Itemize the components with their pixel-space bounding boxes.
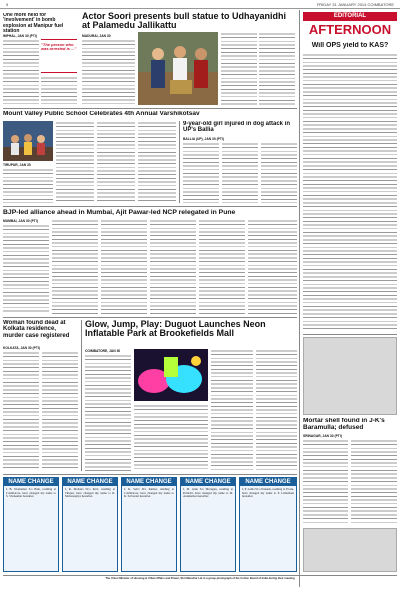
bjp-body-col4 (150, 219, 196, 314)
school-body-col1 (3, 168, 53, 203)
pull-quote (41, 39, 77, 73)
name-change-notice (239, 477, 297, 572)
girl-body-col1 (183, 142, 219, 203)
section-rule-5 (3, 474, 297, 475)
bjp-headline: BJP-led alliance ahead in Mumbai, Ajit Pawar-led NCP relegated in Pune (3, 209, 236, 216)
dateline: FRIDAY 31 JANUARY 2014 COIMBATORE (316, 2, 394, 7)
lead-body-col2 (221, 32, 257, 105)
lead-body-col3 (259, 32, 295, 105)
name-change-text: I, P. Latha W/o Prakash, residing at Erode, have changed my name to P. Lathamani hereafter. (242, 487, 294, 499)
glow-body-col1 (85, 354, 131, 471)
school-byline: TIRUPUR, JAN 30 (3, 163, 31, 167)
name-change-heading: NAME CHANGE (4, 478, 58, 486)
lead-photo (138, 32, 218, 105)
name-change-notice (3, 477, 59, 572)
bjp-byline: MUMBAI, JAN 30 (PTI) (3, 219, 38, 223)
girl-body-col3 (261, 142, 297, 203)
pull-quote-text: "The person who was arrested is ..." (41, 42, 77, 52)
section-rule-2 (3, 206, 297, 207)
column-divider-3 (81, 320, 82, 471)
woman-body-col2 (42, 351, 78, 471)
name-change-strip (3, 477, 297, 572)
girl-body-col2 (222, 142, 258, 203)
name-change-text: I, R. Mohana W/o Ravi, residing at Tirupur, have changed my name to R. Mohanapriya hereafter. (65, 487, 115, 499)
bjp-body-col3 (101, 219, 147, 314)
masthead-logo (303, 22, 397, 37)
bjp-body-col6 (248, 219, 297, 314)
school-headline: Mount Valley Public School Celebrates 4th Annual Varshikotsav (3, 111, 200, 117)
name-change-text: I, K. Selvi D/o Kumar, residing at Coimbatore, have changed my name to K. Selvarani hereafter. (124, 487, 174, 499)
glow-body-col2 (134, 404, 208, 471)
girl-byline: BALLIA (UP), JAN 30 (PTI) (183, 137, 224, 141)
girl-headline: 9-year-old girl injured in dog attack in UP's Ballia (183, 121, 291, 134)
editorial-body (303, 53, 397, 331)
glow-byline: COIMBATORE, JAN 30 (85, 349, 121, 353)
editorial-title: Will OPS yield to KAS? (311, 42, 389, 49)
footer-caption: The Union Minister of Housing & Urban Affairs and Power, Shri Manohar Lal in a group photograph of the Cotton Board of India during their meeting (105, 577, 295, 580)
name-change-heading: NAME CHANGE (181, 478, 235, 486)
school-body-col2 (56, 121, 94, 203)
name-change-heading: NAME CHANGE (240, 478, 296, 486)
brief-body-col2 (41, 76, 77, 105)
woman-byline: KOLKATA, JAN 30 (PTI) (3, 346, 40, 350)
editorial-tag-bar (303, 12, 397, 21)
mortar-byline: SRINAGAR, JAN 30 (PTI) (303, 434, 342, 438)
glow-photo (134, 349, 208, 401)
advertisement (303, 337, 397, 415)
masthead-prefix: AFTER (308, 22, 353, 37)
column-divider (299, 10, 300, 587)
lead-byline: MADURAI, JAN 30 (82, 34, 111, 38)
mortar-body-col2 (351, 439, 397, 525)
name-change-text: I, B. Sivakumar S/o Balu, residing at Coimbatore, have changed my name to S. Sivakumar hereafter. (6, 487, 56, 499)
advertisement-bottom (303, 528, 397, 572)
woman-headline: Woman found dead at Kolkata residence, murder case registered (3, 320, 70, 339)
brief-byline: IMPHAL, JAN 30 (PTI) (3, 34, 37, 38)
glow-body-col4 (256, 349, 297, 471)
brief-body-col1 (3, 39, 39, 105)
section-rule-4 (303, 334, 397, 335)
mortar-headline: Mortar shell found in J-K's Baramulla; defused (303, 418, 385, 431)
name-change-heading: NAME CHANGE (63, 478, 117, 486)
name-change-notice (62, 477, 118, 572)
name-change-text: I, M. Arun S/o Murugan, residing at Pollachi, have changed my name to M. Arunkumar hereafter. (183, 487, 233, 499)
bjp-body-col2 (52, 219, 98, 314)
school-body-col3 (97, 121, 135, 203)
name-change-heading: NAME CHANGE (122, 478, 176, 486)
page-number: 5 (6, 2, 9, 7)
glow-body-col3 (211, 349, 253, 471)
school-body-col4 (138, 121, 176, 203)
lead-headline: Actor Soori presents bull statue to Udhayanidhi at Palamedu Jallikattu (82, 12, 287, 31)
glow-headline: Glow, Jump, Play: Duguot Launches Neon Inflatable Park at Brookefields Mall (85, 320, 266, 339)
section-rule-3 (3, 317, 297, 318)
school-photo (3, 121, 53, 161)
lead-body (82, 39, 135, 105)
mortar-body-col1 (303, 439, 348, 525)
bjp-body-col5 (199, 219, 245, 314)
footer-rule (3, 575, 397, 576)
name-change-notice (121, 477, 177, 572)
editorial-tag: EDITORIAL (333, 13, 367, 19)
bjp-body-col1 (3, 224, 49, 314)
masthead-suffix: NOON (352, 22, 392, 37)
woman-body-col1 (3, 351, 39, 471)
column-divider-2 (179, 121, 180, 203)
section-rule-1 (3, 108, 297, 109)
name-change-notice (180, 477, 236, 572)
brief-headline: One more held for 'involvement' in bomb explosion at Manipur fuel station (3, 13, 64, 34)
